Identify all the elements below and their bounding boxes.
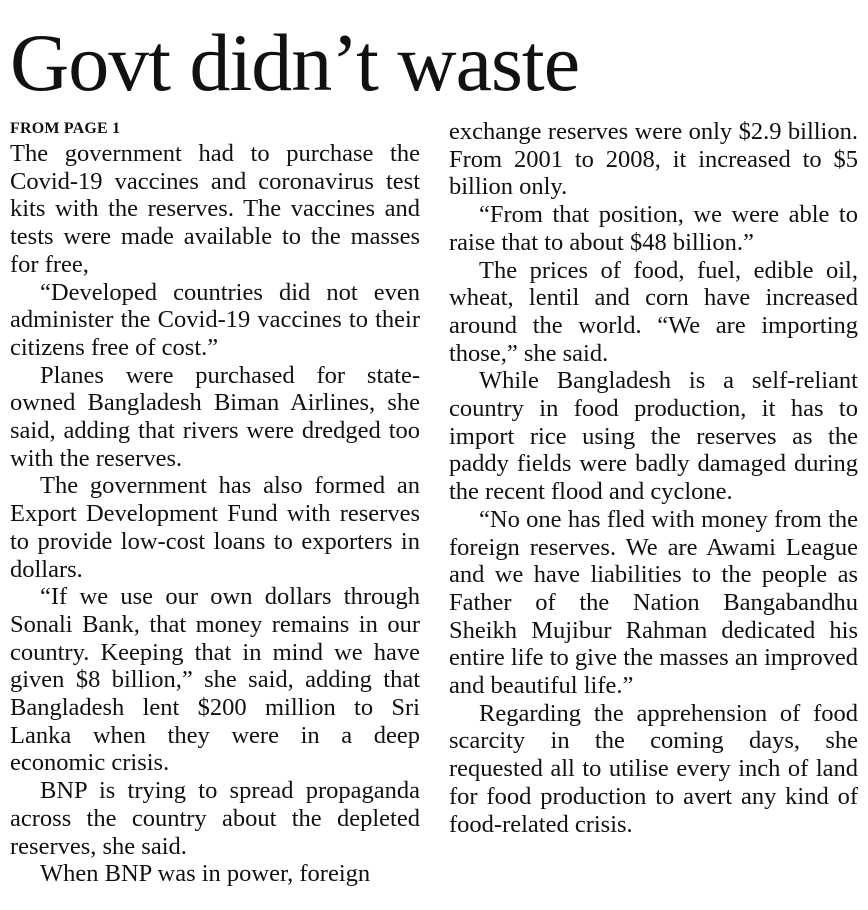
paragraph: “No one has fled with money from the foreign reserves. We are Awami League and we have liabilities to the people as Father of the Nation Bangabandhu Sheikh Mujibur Rahman dedicated his entire life to give the masses an improved and beautiful life.” — [449, 505, 858, 700]
paragraph: The prices of food, fuel, edible oil, wheat, lentil and corn have increased around the world. “We are importing those,” she said. — [449, 256, 858, 367]
paragraph: Planes were purchased for state-owned Bangladesh Biman Airlines, she said, adding that rivers were dredged too with the reserves. — [10, 361, 420, 472]
paragraph: The government had to purchase the Covid-19 vaccines and coronavirus test kits with the reserves. The vaccines and tests were made available to the masses for free, — [10, 140, 420, 278]
paragraph: BNP is trying to spread propaganda across the country about the depleted reserves, she said. — [10, 777, 420, 860]
paragraph: Regarding the apprehension of food scarcity in the coming days, she requested all to utilise every inch of land for food production to avert any kind of food-related crisis. — [449, 699, 858, 838]
article-column-left — [10, 118, 420, 888]
paragraph: When BNP was in power, foreign — [40, 860, 371, 888]
paragraph: “From that position, we were able to raise that to about $48 billion.” — [449, 201, 858, 256]
headline: Govt didn’t waste — [10, 17, 580, 108]
paragraph: While Bangladesh is a self-reliant country in food production, it has to import rice using the reserves as the paddy fields were badly damaged during the recent flood and cyclone. — [449, 367, 858, 506]
article-column-right — [449, 118, 858, 838]
dateline: FROM PAGE 1 — [10, 120, 121, 137]
paragraph: “Developed countries did not even administer the Covid-19 vaccines to their citizens free of cost.” — [10, 278, 420, 361]
paragraph: “If we use our own dollars through Sonali Bank, that money remains in our country. Keeping that in mind we have given $8 billion,” she said, adding that Bangladesh lent $200 million to Sri Lanka when they were in a deep economic crisis. — [10, 583, 420, 777]
paragraph: exchange reserves were only $2.9 billion. From 2001 to 2008, it increased to $5 billion only. — [449, 118, 858, 201]
paragraph: The government has also formed an Export Development Fund with reserves to provide low-cost loans to exporters in dollars. — [10, 472, 420, 583]
